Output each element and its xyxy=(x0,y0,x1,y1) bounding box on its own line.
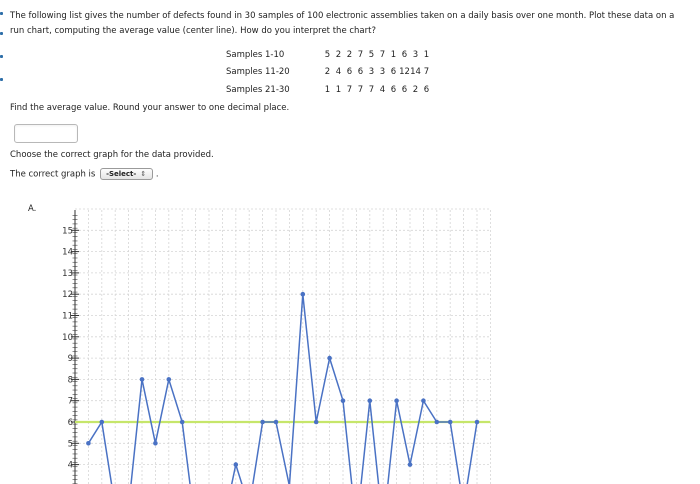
data-point xyxy=(341,398,346,403)
sample-value: 6 xyxy=(390,84,397,95)
option-a-label: A. xyxy=(28,204,37,214)
data-point xyxy=(234,462,239,467)
y-tick-label: 11 xyxy=(62,311,73,322)
sample-value: 7 xyxy=(423,67,430,78)
graph-select-value: -Select- xyxy=(106,170,137,178)
sample-value: 12 xyxy=(399,67,410,78)
sample-value: 1 xyxy=(390,49,397,60)
y-tick-label: 10 xyxy=(62,332,73,343)
sample-value: 6 xyxy=(423,84,430,95)
series-line xyxy=(88,294,477,484)
sample-value: 7 xyxy=(357,84,364,95)
sample-value: 2 xyxy=(335,49,342,60)
data-point xyxy=(327,356,332,361)
y-tick-label: 7 xyxy=(67,396,73,407)
data-point xyxy=(421,398,426,403)
sample-value: 6 xyxy=(357,67,364,78)
sample-row-label: Samples 21-30 xyxy=(226,84,290,95)
sample-value: 5 xyxy=(324,49,331,60)
average-question: Find the average value. Round your answer to one decimal place. xyxy=(10,103,290,113)
sample-value: 2 xyxy=(324,67,331,78)
data-point xyxy=(368,398,373,403)
data-point xyxy=(314,420,319,425)
sample-value: 14 xyxy=(410,67,421,78)
y-tick-label: 6 xyxy=(67,418,73,428)
select-arrows-icon: ⇕ xyxy=(140,170,147,178)
sample-value: 3 xyxy=(368,67,375,78)
sample-row-label: Samples 1-10 xyxy=(226,49,285,60)
sample-value: 1 xyxy=(324,84,331,95)
sample-value: 1 xyxy=(335,84,342,95)
data-point xyxy=(153,441,158,446)
y-tick-label: 9 xyxy=(67,354,73,365)
y-tick-label: 13 xyxy=(62,268,73,279)
y-tick-label: 8 xyxy=(67,375,73,386)
sample-value: 1 xyxy=(423,49,430,60)
sample-value: 6 xyxy=(346,67,353,78)
graph-prompt-prefix: The correct graph is xyxy=(10,169,96,180)
sample-value: 2 xyxy=(346,49,353,60)
data-point xyxy=(435,420,440,425)
sample-value: 7 xyxy=(379,49,386,60)
y-tick-label: 14 xyxy=(62,247,73,258)
data-point xyxy=(394,398,399,403)
problem-statement: The following list gives the number of defects found in 30 samples of 100 electronic assemblies taken on a daily basis over one month. Plot these data on a run chart, computing the average value (center line). How do you interpret the chart? xyxy=(10,11,675,36)
data-point xyxy=(167,377,172,382)
sample-value: 4 xyxy=(335,67,342,78)
data-point xyxy=(301,292,306,297)
data-point xyxy=(475,420,480,425)
data-point xyxy=(140,377,145,382)
sample-value: 2 xyxy=(412,84,419,95)
data-point xyxy=(180,420,185,425)
sample-value: 6 xyxy=(401,84,408,95)
data-point xyxy=(86,441,91,446)
y-tick-label: 4 xyxy=(67,460,73,471)
sample-value: 7 xyxy=(368,84,375,95)
sample-value: 4 xyxy=(379,84,386,95)
y-tick-label: 15 xyxy=(62,226,73,237)
y-tick-label: 12 xyxy=(62,290,73,301)
sample-value: 7 xyxy=(346,84,353,95)
sample-value: 7 xyxy=(357,49,364,60)
data-point xyxy=(448,420,453,425)
graph-question: Choose the correct graph for the data provided. xyxy=(10,150,214,160)
y-tick-label: 5 xyxy=(67,439,73,450)
graph-prompt-suffix: . xyxy=(155,169,159,180)
sample-value: 5 xyxy=(368,49,375,60)
data-point xyxy=(260,420,265,425)
data-point xyxy=(274,420,279,425)
sample-row-label: Samples 11-20 xyxy=(226,67,290,78)
sample-value: 6 xyxy=(401,49,408,60)
data-point xyxy=(100,420,105,425)
sample-value: 6 xyxy=(390,67,397,78)
sample-value: 3 xyxy=(379,67,386,78)
sample-value: 3 xyxy=(412,49,419,60)
data-point xyxy=(408,462,413,467)
